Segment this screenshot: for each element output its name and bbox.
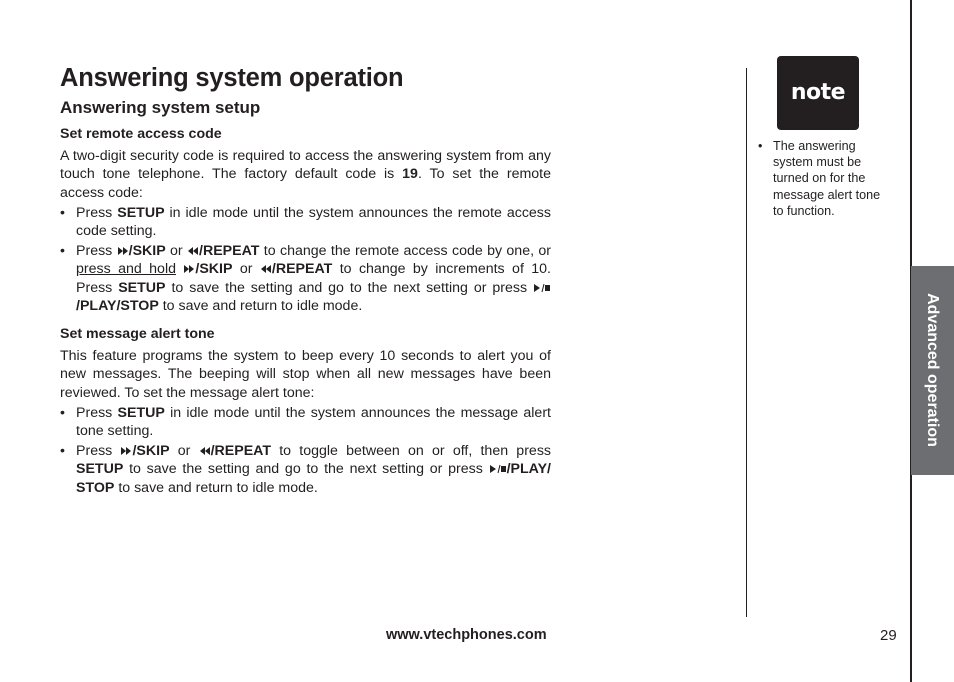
note-list (758, 138, 888, 219)
note-item: • The answering system must be turned on for the message alert tone to function. (758, 139, 881, 218)
fast-forward-icon (120, 446, 132, 456)
section-title: Answering system setup (60, 98, 261, 117)
play-stop-icon (533, 283, 551, 293)
column-divider (746, 68, 747, 617)
note-badge: note (777, 56, 859, 130)
main-content (60, 125, 551, 499)
remote-access-heading: Set remote access code (60, 126, 222, 142)
list-item: • Press SETUP in idle mode until the system announces the message alert tone setting. (60, 404, 551, 440)
bullet-dot: • (758, 139, 763, 153)
footer-url: www.vtechphones.com (386, 627, 547, 643)
alert-tone-heading: Set message alert tone (60, 326, 215, 343)
rewind-icon (187, 246, 199, 256)
play-stop-icon (489, 464, 507, 474)
bullet-dot: • (60, 404, 65, 421)
side-tab (911, 266, 954, 475)
alert-tone-intro: This feature programs the system to beep every 10 seconds to alert you of new messages. The beeping will stop when all new messages have been reviewed. To set the message alert tone: (60, 348, 551, 401)
remote-access-intro: A two-digit security code is required to access the answering system from any touch tone telephone. The factory default code is 19. To set the remote access code: (60, 148, 551, 201)
list-item: • Press /SKIP or /REPEAT to change the remote access code by one, or press and hold /SKIP or /REPEAT to change by increments of 10. Press SETUP to save the setting and go to the next setting or press /PLAY/STOP to save and return to idle mode. (60, 243, 552, 314)
rewind-icon (260, 264, 272, 274)
rewind-icon (199, 446, 211, 456)
list-item: • Press /SKIP or /REPEAT to toggle between on or off, then press SETUP to save the setting and go to the next setting or press /PLAY/ STOP to save and return to idle mode. (60, 443, 552, 496)
fast-forward-icon (117, 246, 129, 256)
remote-access-steps (60, 204, 551, 315)
bullet-dot: • (60, 204, 65, 221)
bullet-dot: • (60, 443, 65, 460)
list-item: • Press SETUP in idle mode until the system announces the remote access code setting. (60, 204, 551, 240)
fast-forward-icon (183, 264, 195, 274)
side-tab-label: Advanced operation (924, 293, 941, 447)
page-number: 29 (880, 627, 897, 644)
alert-tone-steps (60, 404, 551, 497)
default-code: 19 (402, 166, 418, 183)
page-title: Answering system operation (60, 64, 404, 92)
bullet-dot: • (60, 243, 65, 260)
